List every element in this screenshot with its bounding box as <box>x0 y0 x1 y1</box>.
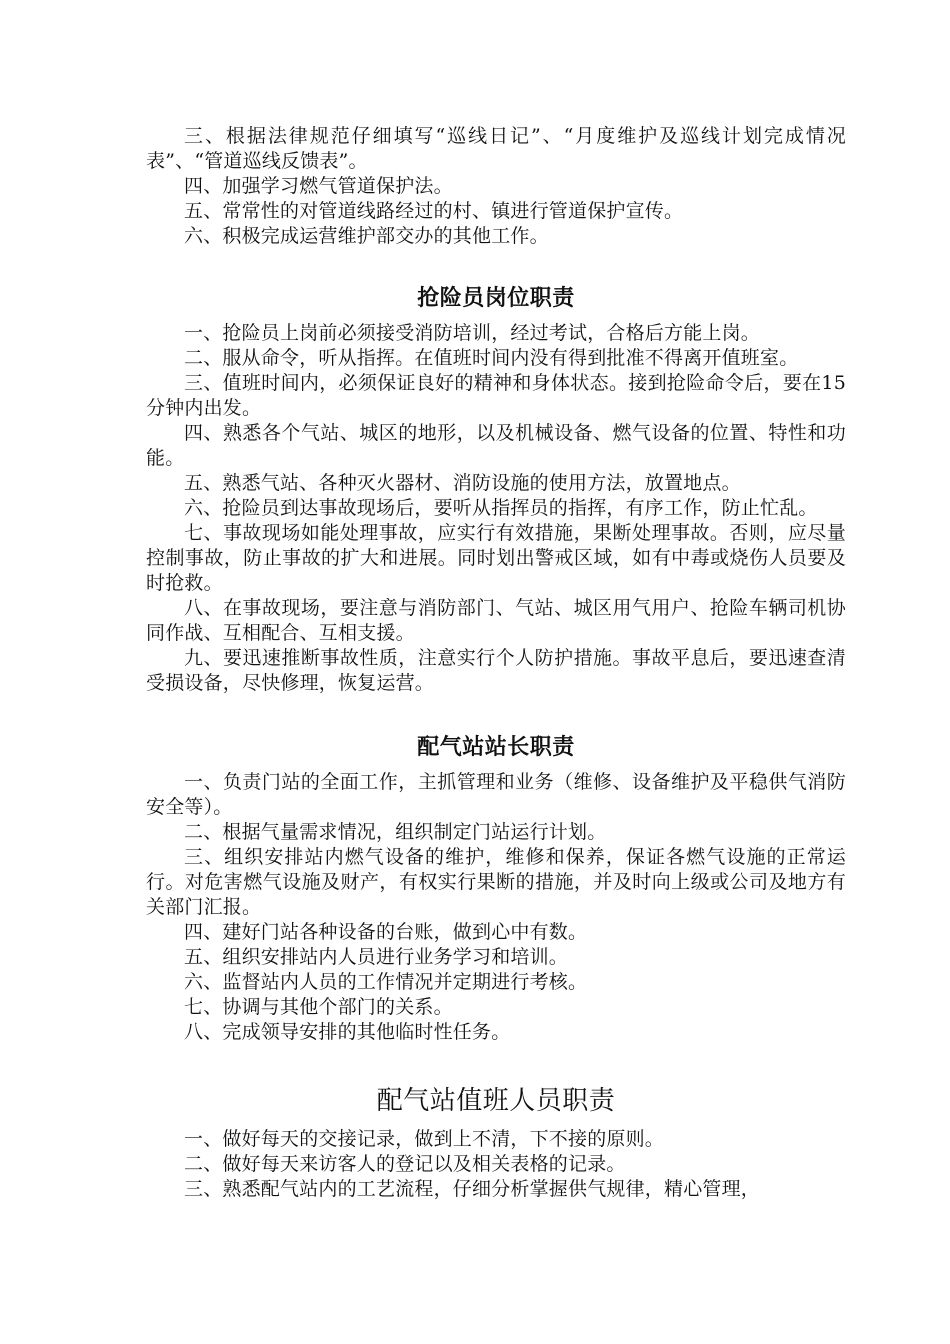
paragraph: 二、服从命令，听从指挥。在值班时间内没有得到批准不得离开值班室。 <box>184 347 799 369</box>
paragraph: 六、监督站内人员的工作情况并定期进行考核。 <box>184 971 588 993</box>
paragraph: 九、要迅速推断事故性质，注意实行个人防护措施。事故平息后，要迅速查清受损设备，尽快修理，恢复运营。 <box>146 647 846 694</box>
section-patrol-continued <box>146 124 846 249</box>
section-station-manager-duties <box>146 732 846 1045</box>
paragraph: 五、熟悉气站、各种灭火器材、消防设施的使用方法，放置地点。 <box>184 472 741 494</box>
paragraph: 三、熟悉配气站内的工艺流程，仔细分析掌握供气规律，精心管理， <box>184 1178 761 1200</box>
paragraph: 八、在事故现场，要注意与消防部门、气站、城区用气用户、抢险车辆司机协同作战、互相配合、互相支援。 <box>146 597 846 644</box>
section-title: 配气站站长职责 <box>417 734 575 760</box>
paragraph: 五、组织安排站内人员进行业务学习和培训。 <box>184 946 569 968</box>
paragraph: 七、协调与其他个部门的关系。 <box>184 996 453 1018</box>
paragraph: 一、负责门站的全面工作，主抓管理和业务（维修、设备维护及平稳供气消防安全等）。 <box>146 771 846 818</box>
paragraph: 八、完成领导安排的其他临时性任务。 <box>184 1021 511 1043</box>
section-rescue-duties <box>146 283 846 696</box>
paragraph: 四、加强学习燃气管道保护法。 <box>184 175 453 197</box>
section-duty-staff-duties <box>146 1083 846 1202</box>
paragraph: 三、根据法律规范仔细填写“巡线日记”、“月度维护及巡线计划完成情况表”、“管道巡线反馈表”。 <box>146 125 846 172</box>
paragraph: 五、常常性的对管道线路经过的村、镇进行管道保护宣传。 <box>184 200 684 222</box>
paragraph: 六、抢险员到达事故现场后，要听从指挥员的指挥，有序工作，防止忙乱。 <box>184 497 818 519</box>
paragraph: 二、做好每天来访客人的登记以及相关表格的记录。 <box>184 1153 626 1175</box>
paragraph: 四、建好门站各种设备的台账，做到心中有数。 <box>184 921 588 943</box>
document-page <box>146 124 846 1202</box>
paragraph: 四、熟悉各个气站、城区的地形，以及机械设备、燃气设备的位置、特性和功能。 <box>146 422 846 469</box>
paragraph: 一、抢险员上岗前必须接受消防培训，经过考试，合格后方能上岗。 <box>184 322 761 344</box>
paragraph: 三、值班时间内，必须保证良好的精神和身体状态。接到抢险命令后，要在15分钟内出发。 <box>146 372 846 419</box>
paragraph: 一、做好每天的交接记录，做到上不清，下不接的原则。 <box>184 1128 665 1150</box>
section-title: 抢险员岗位职责 <box>417 285 575 311</box>
paragraph: 七、事故现场如能处理事故，应实行有效措施，果断处理事故。否则，应尽量控制事故，防止事故的扩大和进展。同时划出警戒区域，如有中毒或烧伤人员要及时抢救。 <box>146 522 846 594</box>
paragraph: 六、积极完成运营维护部交办的其他工作。 <box>184 225 549 247</box>
paragraph: 二、根据气量需求情况，组织制定门站运行计划。 <box>184 821 607 843</box>
paragraph: 三、组织安排站内燃气设备的维护，维修和保养，保证各燃气设施的正常运行。对危害燃气设施及财产，有权实行果断的措施，并及时向上级或公司及地方有关部门汇报。 <box>146 846 846 918</box>
section-title: 配气站值班人员职责 <box>376 1086 616 1116</box>
